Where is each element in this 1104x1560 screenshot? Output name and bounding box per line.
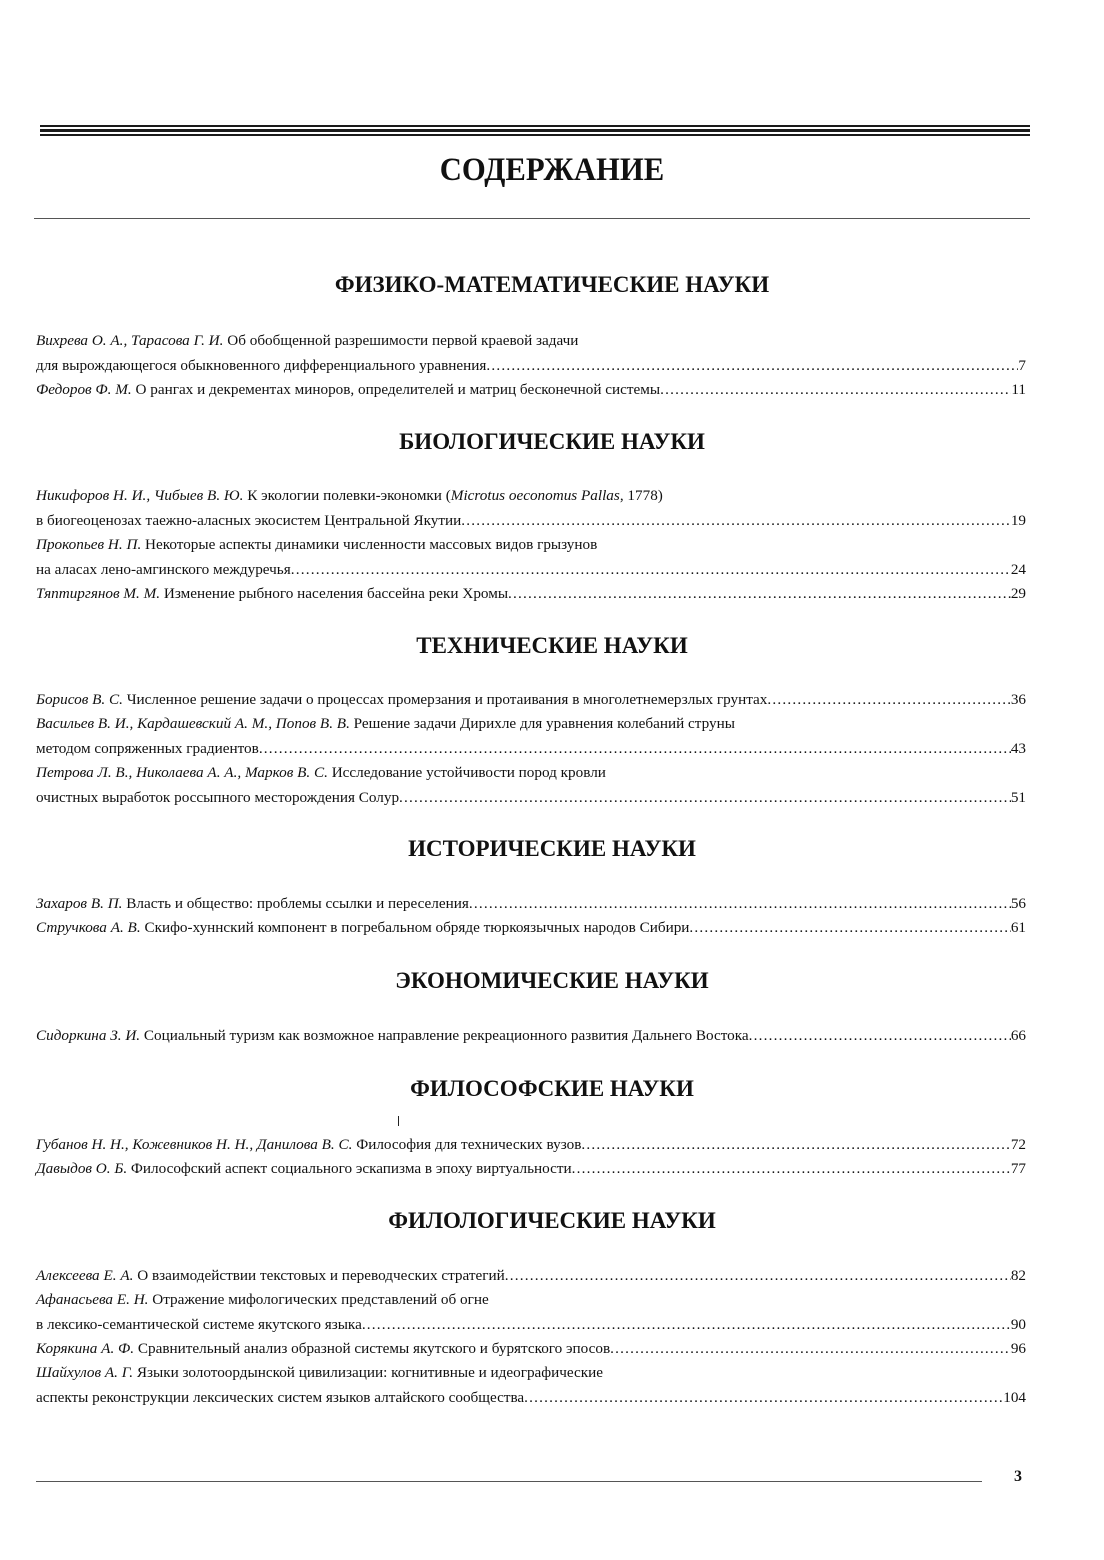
toc-entry-line bbox=[36, 354, 1026, 379]
entry-title: О взаимодействии текстовых и переводческих стратегий bbox=[137, 1267, 505, 1284]
toc-entry-line bbox=[36, 329, 1026, 354]
entry-authors: Давыдов О. Б. bbox=[36, 1160, 128, 1177]
footer-rule bbox=[36, 1481, 982, 1482]
toc-entry-line bbox=[36, 1024, 1026, 1049]
entry-authors: Никифоров Н. И., Чибыев В. Ю. bbox=[36, 487, 244, 504]
toc-entry-line bbox=[36, 1361, 1026, 1386]
entry-title: Социальный туризм как возможное направление рекреационного развития Дальнего Востока bbox=[143, 1027, 749, 1044]
section-heading-philology: ФИЛОЛОГИЧЕСКИЕ НАУКИ bbox=[388, 1208, 716, 1233]
dot-leader bbox=[291, 558, 1011, 583]
title-divider bbox=[34, 218, 1030, 219]
toc-entry[interactable] bbox=[36, 484, 1026, 533]
dot-leader bbox=[486, 354, 1018, 379]
entry-title: Изменение рыбного населения бассейна реки Хромы bbox=[163, 585, 509, 602]
toc-entry-line bbox=[36, 558, 1026, 583]
entry-title: Об обобщенной разрешимости первой краевой задачи bbox=[227, 332, 579, 349]
entry-title-year: , 1778) bbox=[619, 487, 663, 504]
dot-leader bbox=[461, 509, 1011, 534]
entry-page-number[interactable]: 90 bbox=[1010, 1315, 1026, 1333]
toc-entry-line bbox=[36, 378, 1026, 403]
scan-artifact-mark bbox=[398, 1116, 399, 1126]
entry-authors: Стручкова А. В. bbox=[36, 919, 141, 936]
toc-entry-line bbox=[36, 1313, 1026, 1338]
rule-line bbox=[40, 134, 1030, 136]
dot-leader bbox=[508, 582, 1011, 607]
entry-authors: Алексеева Е. А. bbox=[36, 1267, 134, 1284]
entry-authors: Васильев В. И., Кардашевский А. М., Попов В. В. bbox=[36, 715, 350, 732]
toc-entry-line bbox=[36, 582, 1026, 607]
toc-entry-line bbox=[36, 1337, 1026, 1362]
toc-entry[interactable] bbox=[36, 688, 1026, 713]
entry-title: Решение задачи Дирихле для уравнения колебаний струны bbox=[353, 715, 735, 732]
entry-authors: Губанов Н. Н., Кожевников Н. Н., Данилова В. С. bbox=[36, 1136, 353, 1153]
entry-page-number[interactable]: 61 bbox=[1010, 919, 1026, 936]
entry-authors: Борисов В. С. bbox=[36, 691, 123, 708]
section-heading-history: ИСТОРИЧЕСКИЕ НАУКИ bbox=[408, 836, 696, 861]
entry-title-continued: для вырождающегося обыкновенного дифференциального уравнения bbox=[36, 356, 487, 374]
toc-entry[interactable] bbox=[36, 1024, 1026, 1049]
entry-page-number[interactable]: 24 bbox=[1010, 560, 1026, 578]
dot-leader bbox=[524, 1386, 1003, 1411]
toc-entry[interactable] bbox=[36, 1361, 1026, 1410]
entry-title: Языки золотоордынской цивилизации: когнитивные и идеографические bbox=[136, 1364, 603, 1381]
entry-authors: Федоров Ф. М. bbox=[36, 381, 132, 398]
entry-title: Исследование устойчивости пород кровли bbox=[331, 764, 606, 781]
dot-leader bbox=[505, 1264, 1011, 1289]
toc-entry-line bbox=[36, 688, 1026, 713]
entry-title: О рангах и декрементах миноров, определителей и матриц бесконечной системы bbox=[135, 381, 661, 398]
dot-leader bbox=[399, 786, 1011, 811]
toc-entry[interactable] bbox=[36, 533, 1026, 582]
entry-page-number[interactable]: 51 bbox=[1010, 788, 1026, 806]
entry-page-number[interactable]: 7 bbox=[1018, 356, 1026, 374]
entry-title-latin-name: Microtus oeconomus Pallas bbox=[450, 487, 620, 504]
toc-entry[interactable] bbox=[36, 916, 1026, 941]
toc-entry[interactable] bbox=[36, 378, 1026, 403]
dot-leader bbox=[362, 1313, 1011, 1338]
top-triple-rule bbox=[40, 125, 1030, 136]
toc-entry-line bbox=[36, 1264, 1026, 1289]
dot-leader bbox=[660, 378, 1011, 403]
toc-entry-line bbox=[36, 1133, 1026, 1158]
toc-entry[interactable] bbox=[36, 1337, 1026, 1362]
entry-authors: Сидоркина З. И. bbox=[36, 1027, 141, 1044]
toc-entry[interactable] bbox=[36, 582, 1026, 607]
toc-entry[interactable] bbox=[36, 329, 1026, 378]
entry-title-continued: аспекты реконструкции лексических систем языков алтайского сообщества bbox=[36, 1388, 525, 1406]
rule-line bbox=[40, 125, 1030, 127]
toc-entry-line bbox=[36, 533, 1026, 558]
entry-authors: Афанасьева Е. Н. bbox=[36, 1291, 149, 1308]
section-heading-biology: БИОЛОГИЧЕСКИЕ НАУКИ bbox=[399, 429, 705, 454]
entry-title: Некоторые аспекты динамики численности массовых видов грызунов bbox=[145, 536, 598, 553]
entry-title-continued: на аласах лено-амгинского междуречья bbox=[36, 560, 291, 578]
entry-title: Скифо-хуннский компонент в погребальном обряде тюркоязычных народов Сибири bbox=[144, 919, 690, 936]
entry-page-number[interactable]: 77 bbox=[1010, 1160, 1026, 1177]
dot-leader bbox=[259, 737, 1011, 762]
entry-title: Философский аспект социального эскапизма в эпоху виртуальности bbox=[130, 1160, 572, 1177]
toc-entry[interactable] bbox=[36, 1288, 1026, 1337]
entry-authors: Тяптиргянов М. М. bbox=[36, 585, 161, 602]
page-number: 3 bbox=[1014, 1468, 1022, 1485]
dot-leader bbox=[767, 688, 1010, 713]
dot-leader bbox=[610, 1337, 1011, 1362]
entry-page-number[interactable]: 36 bbox=[1010, 691, 1026, 708]
toc-entry-line bbox=[36, 1157, 1026, 1182]
dot-leader bbox=[572, 1157, 1011, 1182]
entry-title-continued: в биогеоценозах таежно-аласных экосистем Центральной Якутии bbox=[36, 511, 462, 529]
entry-title-continued: очистных выработок россыпного месторождения Солур bbox=[36, 788, 400, 806]
toc-entry-line bbox=[36, 509, 1026, 534]
page-title: СОДЕРЖАНИЕ bbox=[439, 152, 665, 188]
section-heading-philosophy: ФИЛОСОФСКИЕ НАУКИ bbox=[410, 1076, 694, 1101]
toc-entry-line bbox=[36, 712, 1026, 737]
toc-entry[interactable] bbox=[36, 1157, 1026, 1182]
section-heading-technical: ТЕХНИЧЕСКИЕ НАУКИ bbox=[416, 633, 688, 658]
entry-page-number[interactable]: 104 bbox=[1003, 1388, 1026, 1406]
entry-title: К экологии полевки-экономки ( bbox=[247, 487, 451, 504]
entry-title: Отражение мифологических представлений об огне bbox=[152, 1291, 489, 1308]
entry-authors: Шайхулов А. Г. bbox=[36, 1364, 134, 1381]
entry-page-number[interactable]: 82 bbox=[1010, 1267, 1026, 1284]
entry-page-number[interactable]: 29 bbox=[1010, 585, 1026, 602]
toc-entry[interactable] bbox=[36, 1264, 1026, 1289]
entry-authors: Вихрева О. А., Тарасова Г. И. bbox=[36, 332, 224, 349]
entry-page-number[interactable]: 43 bbox=[1010, 739, 1026, 757]
entry-title: Власть и общество: проблемы ссылки и переселения bbox=[126, 895, 469, 912]
section-heading-physics-math: ФИЗИКО-МАТЕМАТИЧЕСКИЕ НАУКИ bbox=[334, 272, 770, 297]
dot-leader bbox=[581, 1133, 1010, 1158]
entry-title-continued: в лексико-семантической системе якутского языка bbox=[36, 1315, 362, 1333]
entry-page-number[interactable]: 72 bbox=[1010, 1136, 1026, 1153]
entry-page-number[interactable]: 96 bbox=[1010, 1340, 1026, 1357]
entry-title: Сравнительный анализ образной системы якутского и бурятского эпосов bbox=[137, 1340, 611, 1357]
toc-entry[interactable] bbox=[36, 761, 1026, 810]
entry-authors: Корякина А. Ф. bbox=[36, 1340, 135, 1357]
dot-leader bbox=[469, 892, 1011, 917]
dot-leader bbox=[689, 916, 1010, 941]
rule-line bbox=[40, 129, 1030, 132]
entry-title: Философия для технических вузов bbox=[356, 1136, 582, 1153]
toc-entry-line bbox=[36, 786, 1026, 811]
toc-entry-line bbox=[36, 892, 1026, 917]
entry-authors: Захаров В. П. bbox=[36, 895, 123, 912]
entry-page-number[interactable]: 19 bbox=[1010, 511, 1026, 529]
toc-entry-line bbox=[36, 916, 1026, 941]
entry-page-number[interactable]: 56 bbox=[1010, 895, 1026, 912]
entry-title-continued: методом сопряженных градиентов bbox=[36, 739, 259, 757]
section-heading-economics: ЭКОНОМИЧЕСКИЕ НАУКИ bbox=[395, 968, 709, 993]
entry-authors: Прокопьев Н. П. bbox=[36, 536, 142, 553]
entry-title: Численное решение задачи о процессах промерзания и протаивания в многолетнемерзлых грунтах bbox=[126, 691, 768, 708]
toc-entry[interactable] bbox=[36, 1133, 1026, 1158]
toc-entry-line bbox=[36, 761, 1026, 786]
toc-entry-line bbox=[36, 1288, 1026, 1313]
entry-authors: Петрова Л. В., Николаева А. А., Марков В. С. bbox=[36, 764, 328, 781]
entry-page-number[interactable]: 66 bbox=[1010, 1027, 1026, 1044]
toc-entry-line bbox=[36, 484, 1026, 509]
toc-entry[interactable] bbox=[36, 892, 1026, 917]
dot-leader bbox=[749, 1024, 1011, 1049]
entry-page-number[interactable]: 11 bbox=[1011, 381, 1026, 398]
toc-entry-line bbox=[36, 1386, 1026, 1411]
toc-entry[interactable] bbox=[36, 712, 1026, 761]
toc-entry-line bbox=[36, 737, 1026, 762]
